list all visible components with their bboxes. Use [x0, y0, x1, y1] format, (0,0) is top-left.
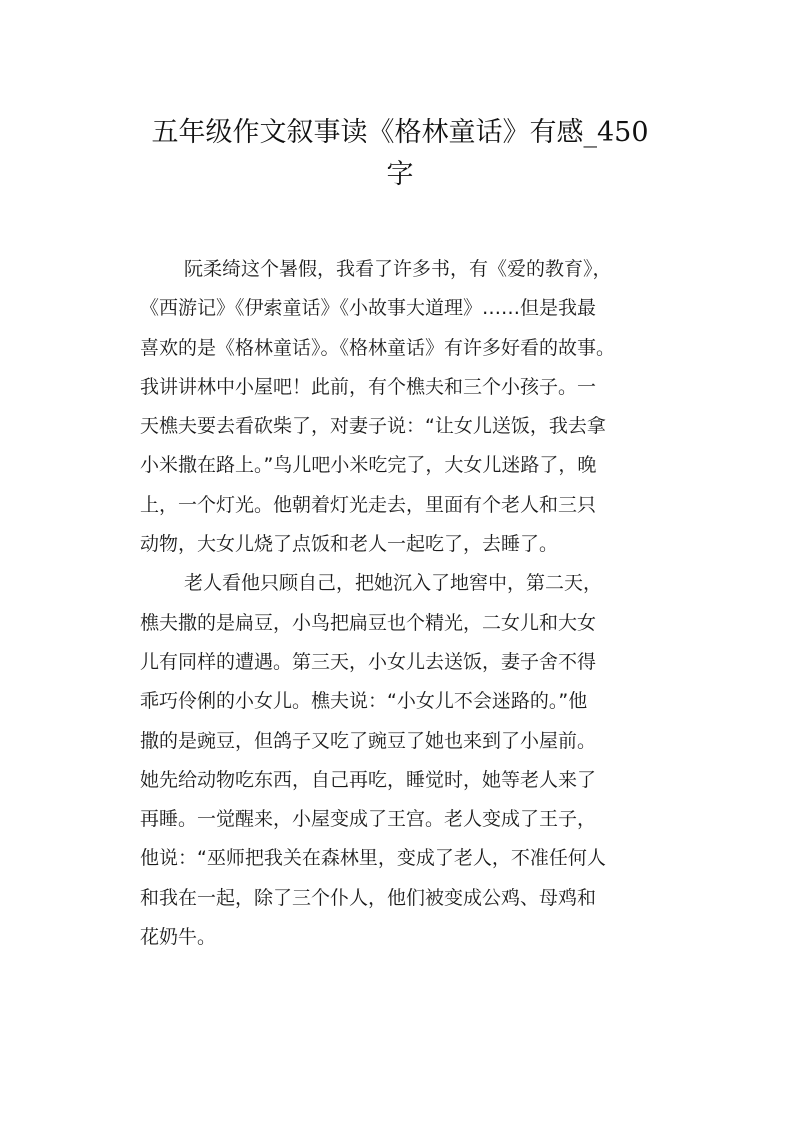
paragraph-2-line: 撒的是豌豆，但鸽子又吃了豌豆了她也来到了小屋前。	[140, 729, 597, 752]
paragraph-1-line: 我讲讲林中小屋吧！此前，有个樵夫和三个小孩子。一	[140, 375, 597, 398]
title-line-1: 五年级作文叙事读《格林童话》有感_450	[151, 117, 649, 148]
paragraph-2-line: 他说：“巫师把我关在森林里，变成了老人，不准任何人	[140, 847, 606, 870]
paragraph-1-line: 小米撒在路上。”鸟儿吧小米吃完了，大女儿迷路了，晚	[140, 454, 597, 477]
paragraph-1-line: 天樵夫要去看砍柴了，对妻子说：“让女儿送饭，我去拿	[140, 415, 606, 438]
paragraph-1-line: 喜欢的是《格林童话》。《格林童话》有许多好看的故事。	[140, 336, 616, 359]
document-title	[120, 112, 680, 196]
paragraph-2-line: 花奶牛。	[140, 926, 217, 949]
paragraph-2-line: 和我在一起，除了三个仆人，他们被变成公鸡、母鸡和	[140, 886, 597, 909]
paragraph-1-line: 上，一个灯光。他朝着灯光走去，里面有个老人和三只	[140, 493, 597, 516]
paragraph-1-line: 动物，大女儿烧了点饭和老人一起吃了，去睡了。	[140, 533, 559, 556]
paragraph-1-line: 阮柔绮这个暑假，我看了许多书，有《爱的教育》，	[184, 258, 612, 280]
paragraph-2-line: 再睡。一觉醒来，小屋变成了王宫。老人变成了王子，	[140, 808, 597, 831]
paragraph-2-line: 她先给动物吃东西，自己再吃，睡觉时，她等老人来了	[140, 768, 597, 791]
title-line-2: 字	[386, 159, 414, 190]
paragraph-1-line: 《西游记》《伊索童话》《小故事大道理》……但是我最	[140, 297, 597, 320]
document-body	[140, 250, 668, 957]
paragraph-2-line: 老人看他只顾自己，把她沉入了地窖中，第二天，	[184, 572, 603, 595]
paragraph-2-line: 樵夫撒的是扁豆，小鸟把扁豆也个精光，二女儿和大女	[140, 611, 597, 634]
paragraph-2-line: 乖巧伶俐的小女儿。樵夫说：“小女儿不会迷路的。”他	[140, 690, 588, 713]
paragraph-2-line: 儿有同样的遭遇。第三天，小女儿去送饭，妻子舍不得	[140, 650, 597, 673]
